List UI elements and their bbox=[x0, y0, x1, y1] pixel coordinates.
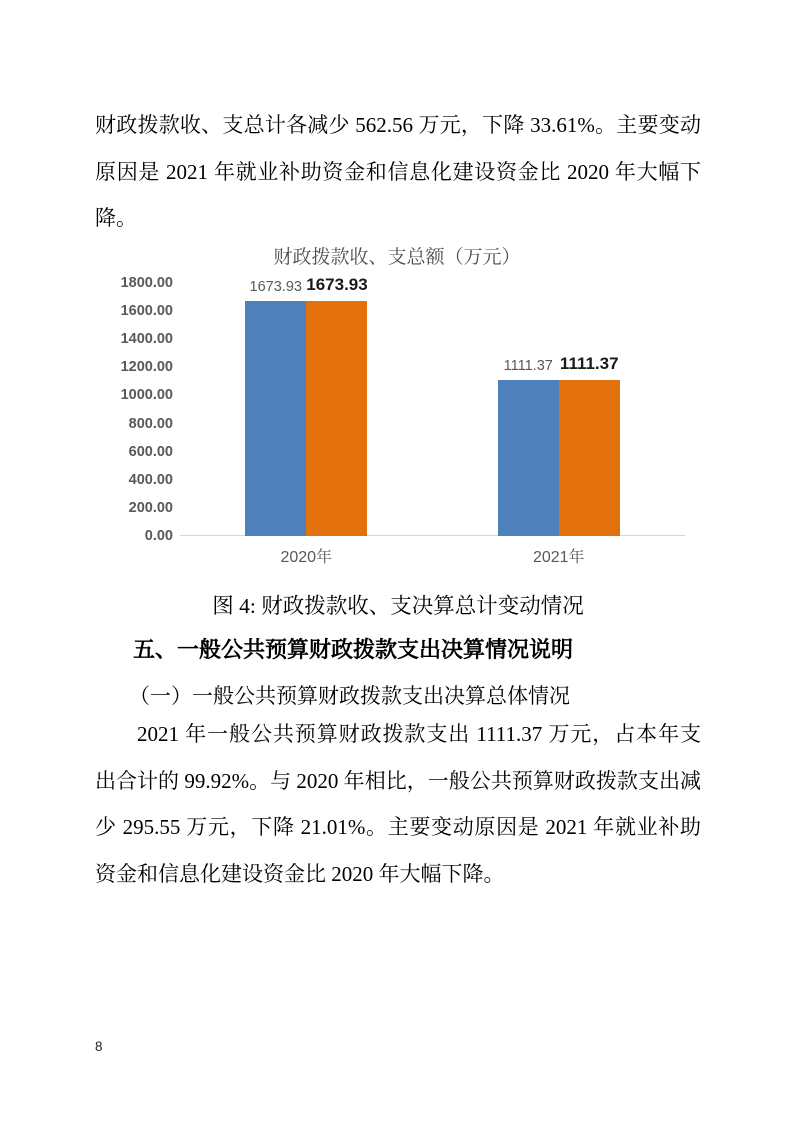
bar-series2-2020年 bbox=[306, 301, 367, 536]
section-heading: 五、一般公共预算财政拨款支出决算情况说明 bbox=[133, 637, 574, 662]
y-axis-tick-label: 200.00 bbox=[128, 499, 173, 516]
y-axis-tick-label: 1000.00 bbox=[120, 387, 173, 404]
plot-area bbox=[180, 274, 685, 536]
figure-caption: 图 4: 财政拨款收、支决算总计变动情况 bbox=[212, 594, 584, 618]
bar-series2-2021年 bbox=[559, 380, 620, 536]
bar-series1-2020年 bbox=[245, 301, 306, 536]
bar-data-label: 1673.93 bbox=[306, 274, 368, 294]
paragraph-intro bbox=[95, 102, 701, 242]
y-axis-tick-label: 1200.00 bbox=[120, 359, 173, 376]
text-line: 少 295.55 万元，下降 21.01%。主要变动原因是 2021 年就业补助 bbox=[95, 815, 701, 839]
category-slot bbox=[180, 274, 433, 536]
bar-group bbox=[498, 283, 620, 536]
y-axis-tick-label: 1800.00 bbox=[120, 275, 173, 291]
y-axis bbox=[95, 275, 173, 544]
figure-4-bar-chart bbox=[95, 240, 699, 570]
bar-groups bbox=[180, 274, 685, 536]
x-axis-category-label: 2021年 bbox=[532, 549, 585, 566]
page-number: 8 bbox=[95, 1039, 103, 1054]
bar-data-label: 1111.37 bbox=[503, 357, 553, 374]
subsection-heading: （一）一般公共预算财政拨款支出决算总体情况 bbox=[129, 684, 570, 708]
bar-series1-2021年 bbox=[498, 380, 559, 536]
text-line: 财政拨款收、支总计各减少 562.56 万元，下降 33.61%。主要变动 bbox=[95, 113, 701, 137]
text-line: 2021 年一般公共预算财政拨款支出 1111.37 万元，占本年支 bbox=[137, 722, 701, 746]
y-axis-tick-label: 600.00 bbox=[128, 443, 173, 460]
y-axis-tick-label: 400.00 bbox=[128, 471, 173, 488]
text-line: 资金和信息化建设资金比 2020 年大幅下降。 bbox=[95, 861, 505, 886]
y-axis-tick-label: 1400.00 bbox=[120, 331, 173, 348]
y-axis-tick-label: 0.00 bbox=[144, 528, 173, 544]
category-slot bbox=[433, 283, 686, 536]
bar-group bbox=[245, 274, 368, 536]
bar-data-label: 1111.37 bbox=[559, 353, 619, 373]
paragraph-detail bbox=[95, 711, 701, 897]
y-axis-tick-label: 1600.00 bbox=[120, 303, 173, 320]
chart-title: 财政拨款收、支总额（万元） bbox=[273, 247, 521, 268]
bar-data-label: 1673.93 bbox=[249, 278, 302, 295]
text-line: 降。 bbox=[95, 206, 137, 230]
text-line: 原因是 2021 年就业补助资金和信息化建设资金比 2020 年大幅下 bbox=[95, 159, 701, 184]
y-axis-tick-label: 800.00 bbox=[128, 415, 173, 432]
text-line: 出合计的 99.92%。与 2020 年相比，一般公共预算财政拨款支出减 bbox=[95, 768, 701, 793]
x-axis-category-label: 2020年 bbox=[280, 549, 333, 566]
x-axis-labels bbox=[180, 544, 685, 567]
